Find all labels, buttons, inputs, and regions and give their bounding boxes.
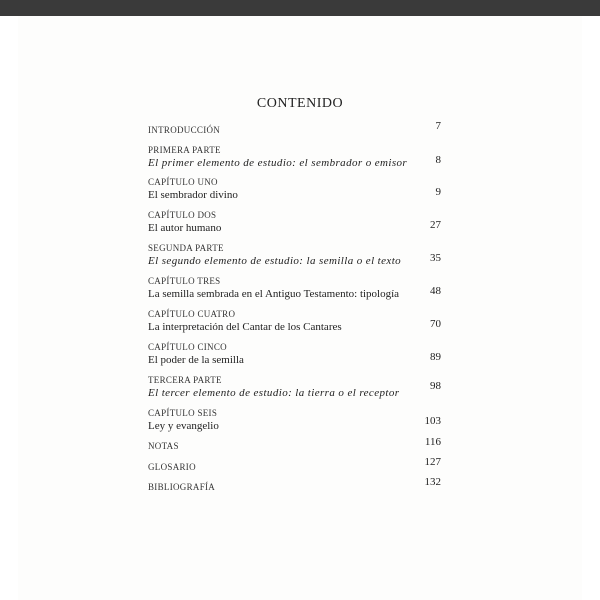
toc-entry-segunda-parte [148, 243, 441, 268]
toc-subtitle: El tercer elemento de estudio: la tierra o el receptor [148, 387, 400, 399]
toc-entry-introduccion [148, 120, 441, 136]
toc-page-number: 27 [430, 219, 441, 231]
toc-subtitle: El primer elemento de estudio: el sembrador o emisor [148, 157, 408, 169]
toc-subtitle: El autor humano [148, 222, 222, 234]
toc-heading: BIBLIOGRAFÍA [148, 482, 216, 492]
toc-page-number: 132 [424, 476, 441, 488]
toc-subtitle: La interpretación del Cantar de los Cantares [148, 321, 342, 333]
toc-entry-capitulo-tres [148, 276, 441, 301]
toc-subtitle: El sembrador divino [148, 189, 238, 201]
toc-entry-notas [148, 436, 441, 452]
toc-page-number: 89 [430, 351, 441, 363]
toc-subtitle: La semilla sembrada en el Antiguo Testamento: tipología [148, 288, 400, 300]
toc-page-number: 103 [424, 415, 441, 427]
toc-heading: CAPÍTULO TRES [148, 276, 221, 286]
toc-heading: CAPÍTULO CINCO [148, 342, 227, 352]
toc-page-number: 116 [424, 436, 441, 448]
toc-subtitle: El segundo elemento de estudio: la semilla o el texto [148, 255, 402, 267]
toc-page-number: 48 [430, 285, 441, 297]
toc-heading: SEGUNDA PARTE [148, 243, 224, 253]
toc-heading: INTRODUCCIÓN [148, 125, 221, 135]
toc-page-number: 8 [435, 154, 441, 166]
toc-heading: PRIMERA PARTE [148, 145, 221, 155]
toc-heading: CAPÍTULO CUATRO [148, 309, 236, 319]
toc-heading: CAPÍTULO SEIS [148, 408, 218, 418]
toc-entry-glosario [148, 456, 441, 473]
toc-subtitle: El poder de la semilla [148, 354, 244, 366]
toc-page-number: 35 [430, 252, 441, 264]
toc-page-number: 7 [435, 120, 441, 132]
toc-entry-capitulo-dos [148, 210, 441, 235]
toc-page-number: 70 [430, 318, 441, 330]
toc-entry-capitulo-seis [148, 408, 441, 433]
toc-entry-capitulo-uno [148, 177, 441, 202]
toc-subtitle: Ley y evangelio [148, 420, 219, 432]
toc-heading: CAPÍTULO UNO [148, 177, 218, 187]
toc-entry-capitulo-cuatro [148, 309, 441, 334]
toc-entry-tercera-parte [148, 375, 441, 400]
toc-heading: NOTAS [148, 441, 179, 451]
toc-page-number: 9 [435, 186, 441, 198]
toc-entry-primera-parte [148, 145, 441, 170]
top-edge-shadow [0, 0, 600, 16]
toc-heading: CAPÍTULO DOS [148, 210, 217, 220]
toc-entry-capitulo-cinco [148, 342, 441, 367]
toc-heading: TERCERA PARTE [148, 375, 222, 385]
toc-entry-bibliografia [148, 476, 441, 493]
toc-heading: GLOSARIO [148, 462, 196, 472]
toc-page-number: 127 [424, 456, 441, 468]
toc-page-number: 98 [430, 380, 441, 392]
page-title: CONTENIDO [256, 96, 344, 111]
